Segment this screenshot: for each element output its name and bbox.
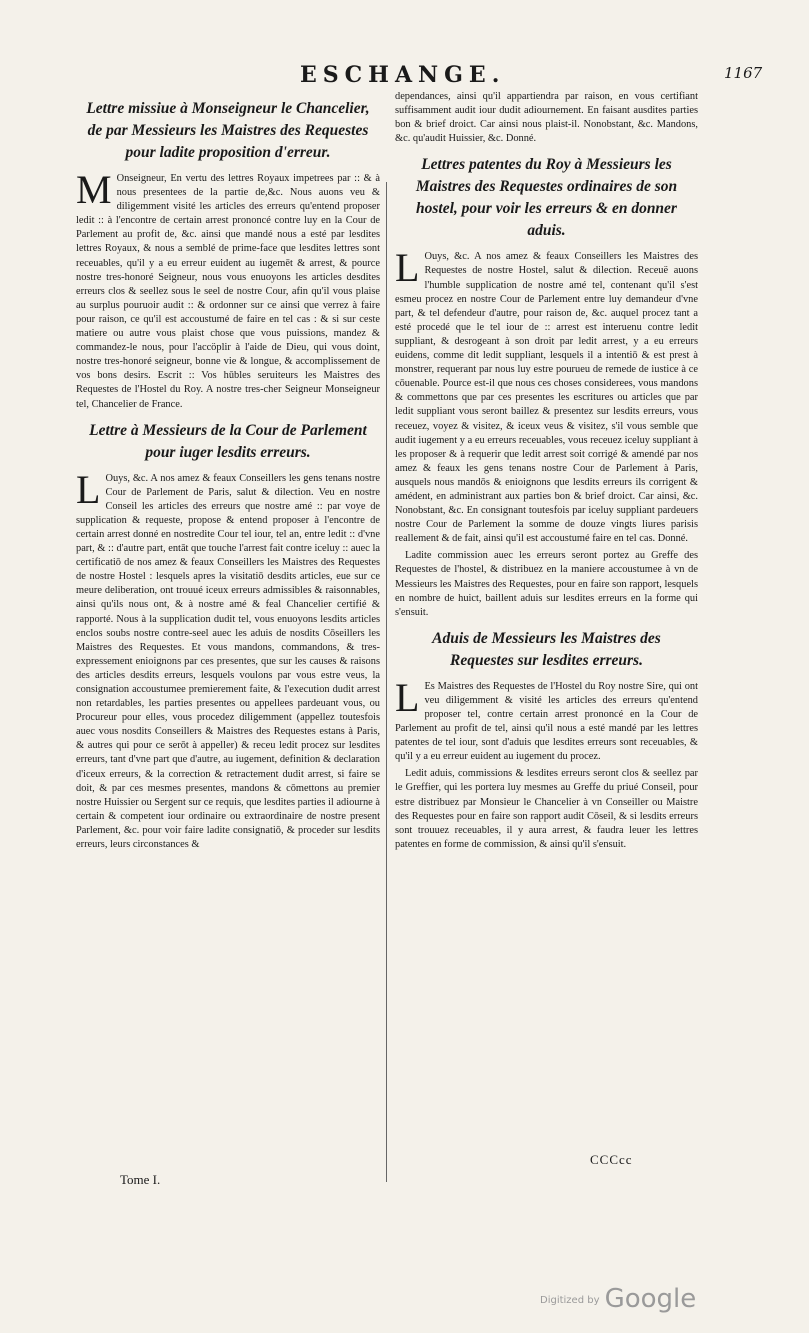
right-column bbox=[395, 90, 698, 855]
paragraph-text: Onseigneur, En vertu des lettres Royaux impetrees par :: & à nous presentees de la partie de,&c. Nous auons veu & diligemment visité les articles des erreurs qu'entend proposer ledit :: à l'encontre de certain arrest prononcé contre luy en la Cour de Parlement au profit de, &c. ainsi que mandé nous a esté par lesdites lettres Royaux, & nous a semblé de prime-face que lesdites lettres sont receuables, qu'il y a eu erreur euident au iugemēt & arrest, & pource nostre tres-honoré Seigneur, nous vous enuoyons les articles desdites erreurs clos & seellez sous le seel de nostre Cour, afin qu'il vous plaise au surplus pouruoir audit :: & ordonner sur ce ainsi que verrez à faire pour raison, ce qu'il est accoustumé de faire en tel cas : & si sur ceste matiere ou autre vous plaist chose que vous puissions, mandez & commandez-le nous, pour l'accöplir à l'aide de Dieu, qui vous doint, nostre tres-honoré seigneur, bonne vie & longue, & accomplissement de vos bons desirs. Escrit :: Vos hūbles seruiteurs les Maistres des Requestes de l'Hostel du Roy. A nostre tres-cher Seigneur Monseigneur tel, Chancelier de France. bbox=[76, 173, 380, 410]
paragraph-commission: Ladite commission auec les erreurs seront portez au Greffe des Requestes de l'hostel, & distribuez en la maniere accoustumee à vn de Messieurs les Maistres des Requestes, pour en faire son rapport, lesquels en nombre de huict, baillent aduis sur lesdites erreurs en la forme qui s'ensuit. bbox=[395, 550, 698, 618]
paragraph-ledit-aduis: Ledit aduis, commissions & lesdites erreurs seront clos & seellez par le Greffier, qui les portera luy mesmes au Greffe du priué Conseil, pour estre distribuez par Monsieur le Chancelier à vn Conseiller ou Maistre des Requestes pour en faire son rapport audit Cōseil, & si lesdits erreurs sont trouuez receuables, il y aura arrest, & faudra leuer les lettres patentes en forme de commission, & ainsi qu'il s'ensuit. bbox=[395, 768, 698, 850]
running-head: ESCHANGE. bbox=[300, 62, 506, 88]
volume-label: Tome I. bbox=[120, 1172, 161, 1187]
drop-cap: L bbox=[395, 674, 420, 720]
heading-lettre-parlement: Lettre à Messieurs de la Cour de Parlement pour iuger lesdits erreurs. bbox=[89, 421, 367, 461]
paragraph-lettres-patentes bbox=[395, 245, 698, 546]
paragraph-text: Ouys, &c. A nos amez & feaux Conseillers les gens tenans nostre Cour de Parlement de Paris, salut & dilection. Veu en nostre Conseil les articles des erreurs que nostre amé :: par voye de supplication & requeste, propose & entend proposer à l'encontre de certain arrest donné en nostredite Cour tel iour, tel an, entre ledit :: d'vne part, & :: d'autre part, entāt que touche l'arrest fait contre iceluy :: auec la certificatiō de nos amez & feaux Conseillers les Maistres des Requestes de nostre Hostel : lesquels apres la visitatiō desdits articles, eue sur ce meure deliberation, ont trouué iceux erreurs admissibles & raisonnables, ainsi qu'ils nous ont, & à nostre amé & feal Chancelier certifié & rapporté. Nous à la supplication dudit tel, vous enuoyons lesdits articles enclos soubs nostre contre-seel auec les aduis de nosdits Cōseillers les Maistres des Requestes. Et vous mandons, commandons, & tres-expressement enioignons par ces presentes, que sur les causes & raisons des articles desdits erreurs, lesquels voulons par vous estre veus, la consignation accoustumee premierement faite, & l'execution dudit arrest non retardables, les parties presentes ou appellees pardeuant vous, ou Procureur pour elles, vous procedez diligemment (appellez toutesfois auec vous nosdits Conseillers & Maistres des Requestes estans à Paris, & autres qui pour ce serōt à appeller) & receu ledit procez sur lesdites erreurs, tant d'vne part que d'autre, au iugement, definition & declaration d'iceux erreurs, & la correction & retractement dudit arrest, si faire se doit, & par ces mesmes presentes, mandons & cōmettons au premier nostre Huissier ou Sergent sur ce requis, que lesdites parties il adiourne à certain & competent iour ordinaire ou extraordinaire de nostre present Parlement, &c. pour voir faire ladite consignatiō, & proceder sur lesdits erreurs, leurs circonstances & bbox=[76, 472, 380, 851]
page-number: 1167 bbox=[724, 64, 763, 82]
watermark-prefix: Digitized by bbox=[540, 1295, 600, 1306]
signature-mark: CCCcc bbox=[590, 1152, 633, 1167]
column-divider bbox=[386, 182, 387, 1182]
heading-lettres-patentes: Lettres patentes du Roy à Messieurs les Maistres des Requestes ordinaires de son hostel, pour voir les erreurs & en donner aduis. bbox=[415, 156, 678, 240]
drop-cap: M bbox=[76, 167, 112, 212]
paragraph-continuation: dependances, ainsi qu'il appartiendra par raison, en vous certifiant suffisamment audit iour dudit adiournement. En faisant ausdites parties bon & brief droict. Car ainsi nous plaist-il. Nonobstant, &c. Mandons, &c. qu'audit Huissier, &c. Donné. bbox=[395, 91, 698, 145]
paragraph-aduis bbox=[395, 674, 698, 765]
paragraph-text: Ouys, &c. A nos amez & feaux Conseillers les Maistres des Requestes de nostre Hostel, salut & dilection. Receuë auons l'humble supplication de nostre amé tel, contenant qu'il s'est esmeu procez en nostre Cour de Parlement entre luy demandeur d'vne part, & tel defendeur d'autre, pour raison de, &c. auquel procez tant a esté procedé que le tel iour de :: arrest est interuenu contre ledit suppliant, & desrogeant à son droit par ledit arrest, y a eu erreurs euidens, comme dit ledit suppliant, lesquels il a intentiō & est prest à monstrer, requerant par nous luy estre pourueu de remede de iustice à ce cōuenable. Pource est-il que nous ces choses considerees, vous mandons & commettons que par ces presentes les escritures ou articles que par ledit suppliant vous seront baillez & presentez sur lesdits erreurs, vous receuez, voyez & visitez, & iceux veus & visitez, s'il vous semble que audit iugement y a eu erreurs receuables, vous receuez iceluy suppliant à les proposer & à requerir que ledit arrest soit corrigé & amendé par nos amez & feaux les gens tenans nostre Cour de Parlement à Paris, ausquels nous mandōs & enioignons que lesdits erreurs ils corrigent & amédent, en administrant aux parties bon & brief droict. Car ainsi, &c. Nonobstant, &c. En consignant toutesfois par iceluy suppliant pardeuers nostre Cour de Parlement la somme de douze vingts liures parisis reallement & de fait, ainsi qu'il est accoustumé faire en tel cas. Donné. bbox=[395, 251, 698, 545]
paragraph-lettre-missiue bbox=[76, 167, 380, 412]
paragraph-lettre-parlement bbox=[76, 466, 380, 853]
watermark-logo: Google bbox=[604, 1284, 697, 1314]
digitization-watermark bbox=[540, 1284, 696, 1314]
left-column bbox=[76, 90, 380, 855]
heading-lettre-missiue: Lettre missiue à Monseigneur le Chancelier, de par Messieurs les Maistres des Requestes pour ladite proposition d'erreur. bbox=[86, 100, 370, 161]
drop-cap: L bbox=[76, 466, 101, 512]
paragraph-text: Es Maistres des Requestes de l'Hostel du Roy nostre Sire, qui ont veu diligemment & visité les articles des erreurs qu'entend proposer tel, contre certain arrest prononcé en la Cour de Parlement au profit de tel, ainsi qu'il nous a esté mandé par les lettres patentes de tel iour, sont d'aduis que lesdites erreurs sont receuables, & qu'il y a eu erreur euident au iugement du procez. bbox=[395, 680, 698, 763]
drop-cap: L bbox=[395, 245, 420, 291]
heading-aduis: Aduis de Messieurs les Maistres des Requestes sur lesdites erreurs. bbox=[432, 629, 661, 669]
